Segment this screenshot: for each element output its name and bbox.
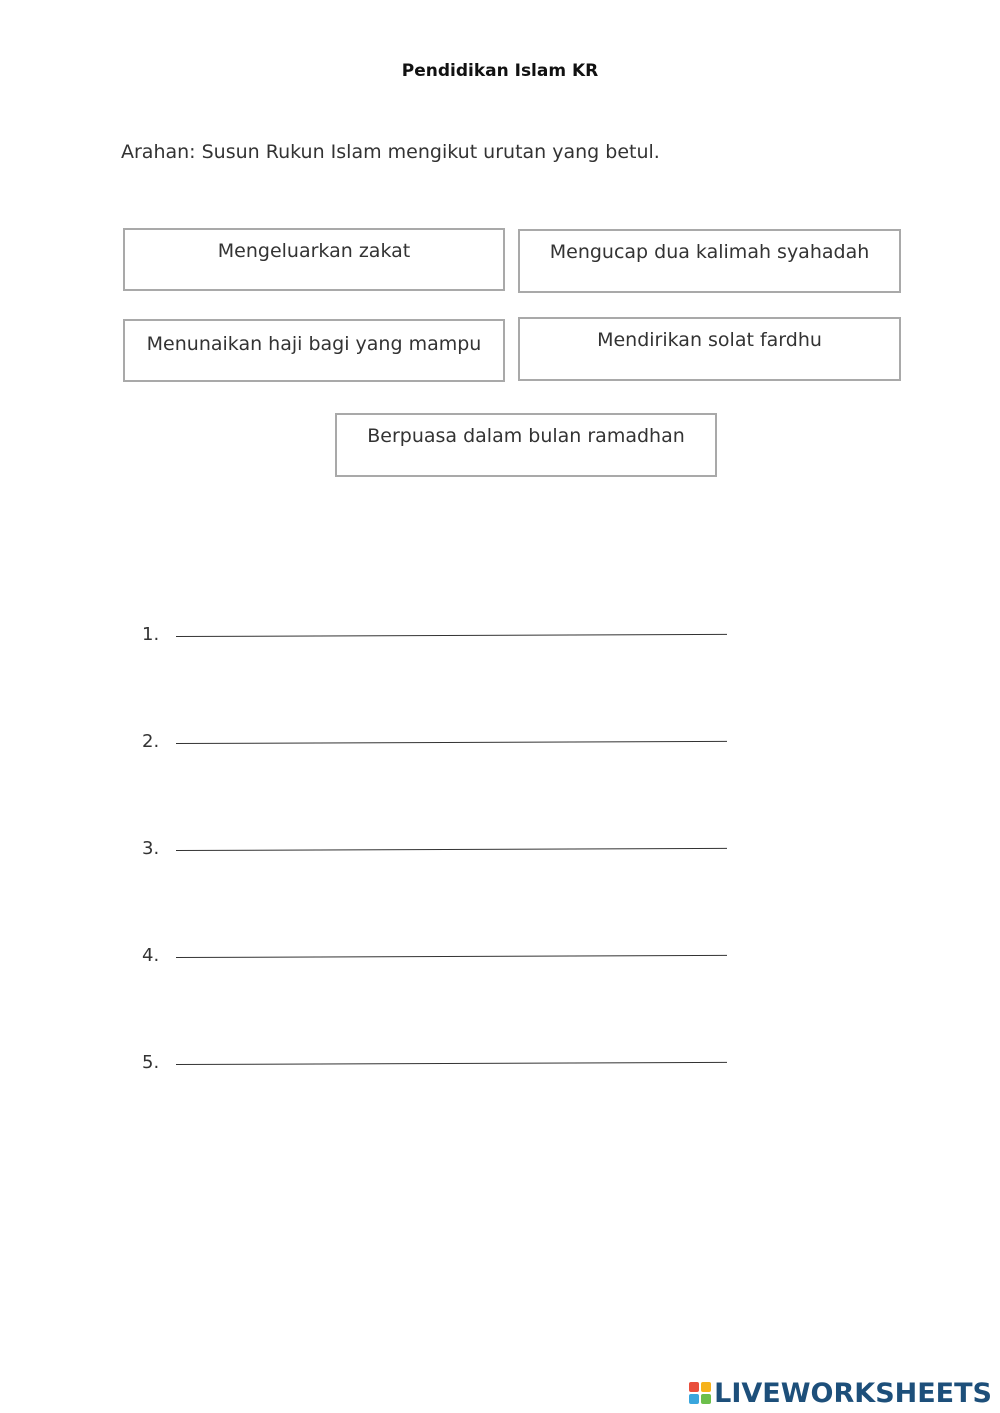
answer-row-5 bbox=[142, 1052, 742, 1082]
drag-card-syahadah[interactable]: Mengucap dua kalimah syahadah bbox=[518, 229, 901, 293]
logo-square bbox=[701, 1394, 711, 1404]
drag-card-puasa[interactable]: Berpuasa dalam bulan ramadhan bbox=[335, 413, 717, 477]
drag-card-zakat[interactable]: Mengeluarkan zakat bbox=[123, 228, 505, 291]
liveworksheets-watermark bbox=[689, 1375, 992, 1411]
logo-square bbox=[689, 1394, 699, 1404]
answer-number: 1. bbox=[142, 624, 160, 645]
logo-square bbox=[701, 1382, 711, 1392]
logo-square bbox=[689, 1382, 699, 1392]
answer-drop-line-4[interactable] bbox=[176, 955, 727, 958]
answer-row-3 bbox=[142, 838, 742, 868]
answer-number: 3. bbox=[142, 838, 160, 859]
answer-row-2 bbox=[142, 731, 742, 761]
answer-drop-line-2[interactable] bbox=[176, 741, 727, 744]
liveworksheets-logo-icon bbox=[689, 1382, 711, 1404]
worksheet-title: Pendidikan Islam KR bbox=[401, 61, 599, 81]
answer-drop-line-5[interactable] bbox=[176, 1062, 727, 1065]
drag-card-haji[interactable]: Menunaikan haji bagi yang mampu bbox=[123, 319, 505, 382]
answer-drop-line-1[interactable] bbox=[176, 634, 727, 637]
drag-card-solat[interactable]: Mendirikan solat fardhu bbox=[518, 317, 901, 381]
answer-number: 2. bbox=[142, 731, 160, 752]
instruction-text: Arahan: Susun Rukun Islam mengikut urutan yang betul. bbox=[121, 141, 660, 163]
answer-number: 5. bbox=[142, 1052, 160, 1073]
watermark-text: LIVEWORKSHEETS bbox=[714, 1377, 992, 1409]
answer-row-4 bbox=[142, 945, 742, 975]
answer-drop-line-3[interactable] bbox=[176, 848, 727, 851]
answer-row-1 bbox=[142, 624, 742, 654]
answer-number: 4. bbox=[142, 945, 160, 966]
